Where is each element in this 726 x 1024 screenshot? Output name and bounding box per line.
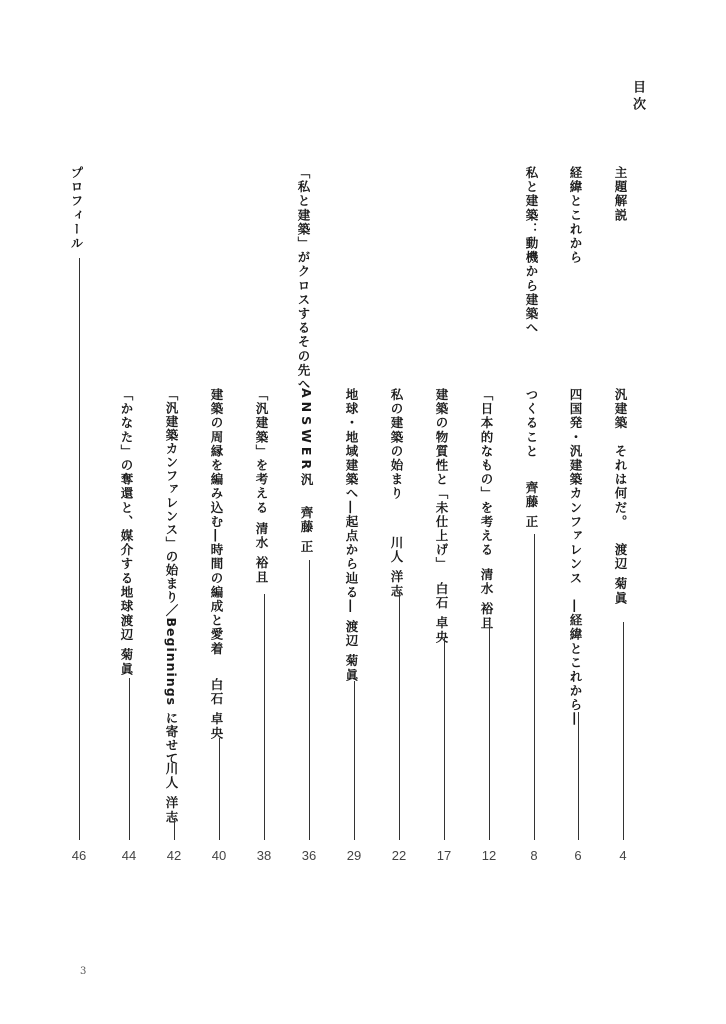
toc-entry-author: 渡辺 菊眞 (344, 620, 359, 683)
leader-line (309, 560, 310, 840)
toc-entry-title[interactable]: 「汎建築カンファレンス」の始まり／Beginnings に寄せて (164, 388, 179, 766)
toc-entry-author: 白石 卓央 (434, 582, 449, 645)
leader-line (354, 681, 355, 840)
toc-entry-author: 渡辺 菊眞 (613, 543, 628, 606)
toc-page-number: 38 (256, 848, 272, 863)
toc-entry-title[interactable]: 私の建築の始まり (389, 388, 404, 501)
leader-line (623, 622, 624, 840)
toc-entry-author: 川人 洋志 (164, 762, 179, 825)
toc-entry-author: 川人 洋志 (389, 536, 404, 599)
section-heading-history: 経緯とこれから (568, 166, 583, 265)
toc-entry-title[interactable]: 建築の物質性と「未仕上げ」 (434, 388, 449, 572)
section-heading-theme: 主題解説 (613, 166, 628, 223)
leader-line (534, 534, 535, 840)
toc-title: 目次 (630, 80, 645, 114)
toc-entry-title[interactable]: 地球・地域建築へ―起点から辿る― (344, 388, 359, 614)
toc-entry-author: 齊藤 正 (299, 506, 314, 555)
toc-entry-author: 渡辺 菊眞 (119, 614, 134, 677)
toc-entry-title[interactable]: つくること (524, 388, 539, 459)
section-heading-motive: 私と建築：動機から建築へ (524, 166, 539, 336)
leader-line (578, 712, 579, 840)
toc-entry-title[interactable]: 「汎建築」を考える (254, 388, 269, 515)
toc-page-number: 29 (346, 848, 362, 863)
page-folio: 3 (80, 966, 87, 977)
toc-entry-author: 清水 裕且 (254, 522, 269, 585)
toc-page-number: 36 (301, 848, 317, 863)
leader-line (129, 678, 130, 840)
leader-line (489, 621, 490, 840)
toc-entry-author: 清水 裕且 (479, 568, 494, 631)
toc-entry-title[interactable]: 建築の周縁を編み込む―時間の編成と愛着 (209, 388, 224, 656)
toc-page-number: 40 (211, 848, 227, 863)
toc-page-number: 4 (619, 848, 627, 863)
section-heading-beyond: 「私と建築」がクロスするその先へ (296, 166, 311, 392)
toc-entry-title[interactable]: 「かなた」の奪還と、媒介する地球 (119, 388, 134, 614)
toc-page-number: 12 (481, 848, 497, 863)
toc-entry-author: 白石 卓央 (209, 678, 224, 741)
leader-line (174, 818, 175, 840)
toc-page-number: 44 (121, 848, 137, 863)
toc-entry-title[interactable]: ANSWER汎 (299, 388, 314, 490)
leader-line (79, 258, 80, 840)
toc-page-number: 22 (391, 848, 407, 863)
toc-page-number: 6 (574, 848, 582, 863)
toc-entry-title[interactable]: 四国発・汎建築カンファレンス ―経緯とこれから― (568, 388, 583, 727)
section-heading-profile: プロフィール (69, 166, 84, 251)
toc-entry-title[interactable]: 汎建築 それは何だ。 (613, 388, 628, 529)
leader-line (399, 591, 400, 840)
toc-entry-title[interactable]: 「日本的なもの」を考える (479, 388, 494, 558)
toc-page-number: 8 (530, 848, 538, 863)
toc-page-number: 17 (436, 848, 452, 863)
toc-entry-author: 齊藤 正 (524, 481, 539, 530)
leader-line (264, 594, 265, 840)
leader-line (219, 738, 220, 840)
toc-page-number: 46 (71, 848, 87, 863)
leader-line (444, 638, 445, 840)
toc-page-number: 42 (166, 848, 182, 863)
